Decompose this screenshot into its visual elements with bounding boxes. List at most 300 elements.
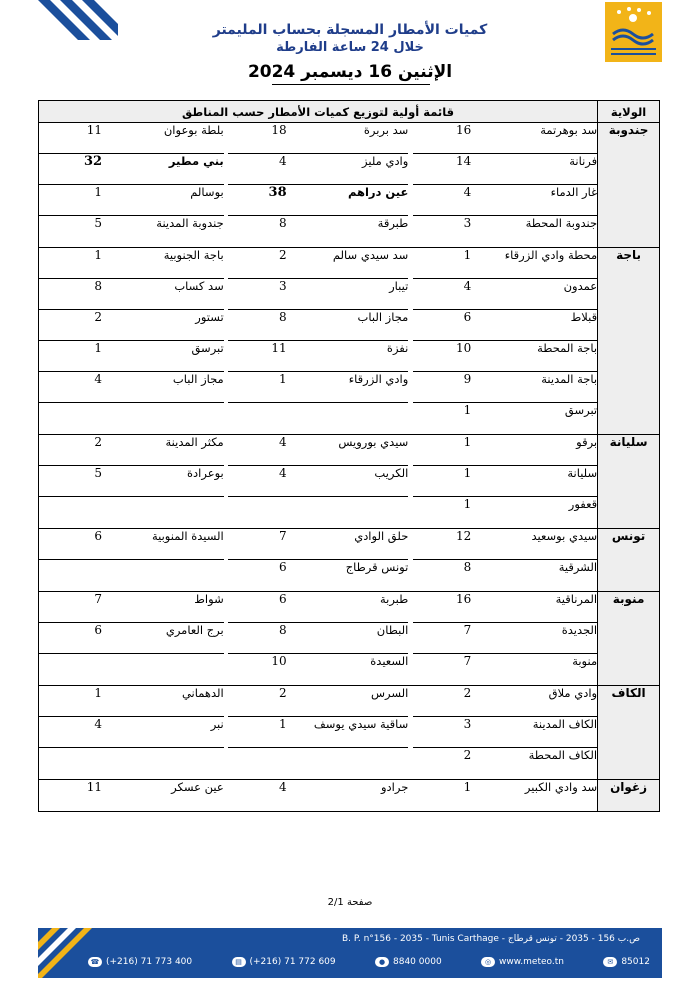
sms-icon: ✉ [603,957,617,967]
rainfall-value [39,123,103,155]
rainfall-value [228,686,287,718]
rainfall-value [413,435,472,467]
station-name [471,717,597,748]
rainfall-value [413,154,472,185]
rainfall-value [228,592,287,624]
rainfall-value [228,435,287,467]
rainfall-value [228,623,287,654]
date-underline [272,84,430,85]
footer-address: B. P. n°156 - 2035 - Tunis Carthage - ص.ب 156 - 2035 - تونس قرطاج [341,934,640,944]
rainfall-value [39,592,103,624]
rainfall-value [39,780,103,812]
rainfall-value [228,717,287,748]
station-name-text: جندوبة المدينة [156,216,224,230]
globe-icon: ◎ [481,957,495,967]
station-name [287,654,409,686]
governorate-cell: تونس [598,529,660,592]
rainfall-value-text: 10 [455,341,472,355]
station-name-text: سد كساب [174,279,224,293]
station-name-text: تبرسق [191,341,224,355]
footer-phone1-text: (+216) 71 773 400 [106,957,193,967]
rainfall-value [39,748,103,780]
station-name [287,248,409,280]
station-name-text: وادي ملاق [548,686,598,700]
rainfall-value-text: 6 [463,310,472,324]
rainfall-value-text: 4 [279,466,287,480]
station-name [102,623,224,654]
rainfall-value [39,686,103,718]
rainfall-value-text: 3 [463,216,472,230]
rainfall-value-text: 2 [279,248,287,262]
footer-website[interactable] [481,957,564,967]
station-name-text: غار الدماء [550,185,598,199]
station-name [471,748,597,780]
station-name-text: السرس [370,686,409,700]
station-name-text: منوبة [572,654,598,668]
table-row [39,497,660,529]
station-name [287,435,409,467]
rainfall-value-text: 16 [455,592,472,606]
table-row [39,248,660,280]
station-name-text: سليانة [567,466,598,480]
station-name [471,497,597,529]
governorate-cell: سليانة [598,435,660,529]
station-name-text: نفزة [386,341,409,355]
fax-icon: ▤ [232,957,246,967]
rainfall-value [39,560,103,592]
rainfall-value [39,341,103,372]
rainfall-value [413,216,472,248]
station-name [102,592,224,624]
table-row [39,717,660,748]
rainfall-value-text: 1 [463,780,472,794]
rainfall-value-text: 1 [279,372,287,386]
rainfall-value-text: 2 [463,686,472,700]
rainfall-value [413,529,472,561]
station-name-text: سيدي بوسعيد [531,529,598,543]
station-name [102,403,224,435]
rainfall-value [39,310,103,341]
station-name [287,686,409,718]
station-name-text: عين دراهم [347,185,409,199]
rainfall-value [413,592,472,624]
rainfall-value-text: 4 [279,780,287,794]
station-name-text: وادي مليز [362,154,409,168]
rainfall-value [39,529,103,561]
rainfall-value [39,623,103,654]
rainfall-value [39,279,103,310]
station-name-text: قبلاط [570,310,598,324]
table-row [39,654,660,686]
station-name [102,310,224,341]
station-name [102,686,224,718]
station-name-text: البطان [376,623,409,637]
rainfall-value [228,654,287,686]
rainfall-value-text: 10 [271,654,287,668]
rainfall-value-text: 2 [94,310,103,324]
table-body [39,123,660,812]
station-name [471,154,597,185]
station-name-text: جندوبة المحطة [525,216,598,230]
station-name [102,748,224,780]
station-name [287,372,409,403]
rainfall-value-text: 5 [94,216,103,230]
station-name-text: مكثر المدينة [165,435,224,449]
rainfall-value [228,216,287,248]
station-name [102,780,224,812]
rainfall-value [413,560,472,592]
footer-phone1 [88,957,192,967]
station-name [102,216,224,248]
footer-bar [38,928,662,978]
footer-website-text[interactable]: www.meteo.tn [499,957,564,967]
station-name-text: بوعرادة [187,466,224,480]
station-name-text: ساقية سيدي يوسف [313,717,409,731]
governorate-cell: جندوبة [598,123,660,248]
station-name [471,529,597,561]
phone-icon: ☎ [88,957,102,967]
rainfall-value-text: 18 [271,123,287,137]
station-name-text: سد وادي الكبير [524,780,598,794]
station-name-text: نبر [210,717,224,731]
rainfall-value-text: 7 [463,623,472,637]
rainfall-value [39,717,103,748]
station-name [471,123,597,155]
decorative-stripes [38,0,118,60]
rainfall-value [413,341,472,372]
station-name-text: مجاز الباب [172,372,224,386]
rainfall-value [39,435,103,467]
footer-sms [603,957,650,967]
rainfall-value [39,466,103,497]
rainfall-value [228,154,287,185]
station-name [471,466,597,497]
station-name [287,466,409,497]
rainfall-value-text: 6 [94,623,103,637]
rainfall-value-text: 14 [455,154,472,168]
station-name [287,341,409,372]
station-name-text: باجة الجنوبية [163,248,224,262]
rainfall-value-text: 5 [94,466,103,480]
station-name-text: الكاف المحطة [528,748,598,762]
table-row [39,435,660,467]
table-row [39,529,660,561]
rainfall-value [39,154,103,185]
rainfall-value [228,279,287,310]
station-name [471,403,597,435]
rainfall-value [228,372,287,403]
rainfall-value [413,279,472,310]
rainfall-value [413,654,472,686]
station-name [471,372,597,403]
table-row [39,466,660,497]
rainfall-value [228,497,287,529]
station-name [287,560,409,592]
table-row [39,403,660,435]
rainfall-value-text: 4 [94,717,103,731]
station-name [471,216,597,248]
table-row [39,279,660,310]
rainfall-value-text: 8 [279,216,287,230]
rainfall-value [39,654,103,686]
rainfall-value-text: 7 [94,592,103,606]
rainfall-value [39,185,103,216]
station-name-text: محطة وادي الزرقاء [504,248,598,262]
station-name [287,123,409,155]
rainfall-value [228,403,287,435]
station-name-text: السعيدة [370,654,409,668]
rainfall-value [39,248,103,280]
rainfall-value [228,560,287,592]
station-name [471,248,597,280]
station-name [471,780,597,812]
station-name-text: المرناقية [555,592,598,606]
station-name [287,154,409,185]
station-name-text: بوسالم [190,185,224,199]
station-name-text: طبربة [379,592,409,606]
rainfall-value-text: 8 [279,623,287,637]
station-name-text: سد بوهرتمة [540,123,598,137]
rainfall-value-text: 8 [463,560,472,574]
rainfall-table [38,100,660,812]
rainfall-value-text: 38 [268,185,287,200]
green-number-icon: ● [375,957,389,967]
station-name [287,216,409,248]
station-name [287,403,409,435]
station-name [471,560,597,592]
station-name-text: الجديدة [561,623,598,637]
station-name-text: طبرقة [377,216,409,230]
rainfall-value-text: 1 [463,497,472,511]
rainfall-value [39,403,103,435]
footer-green [375,957,442,967]
station-name-text: فرنانة [569,154,598,168]
station-name [102,560,224,592]
station-name [102,497,224,529]
station-name [102,654,224,686]
rainfall-value [228,529,287,561]
station-name-text: مجاز الباب [357,310,409,324]
station-name-text: برقو [576,435,598,449]
rainfall-value-text: 2 [279,686,287,700]
station-name [471,654,597,686]
footer-sms-text: 85012 [621,957,650,967]
station-name-text: عين عسكر [171,780,224,794]
report-subtitle: خلال 24 ساعة الفارطة [276,40,424,55]
rainfall-value [413,748,472,780]
rainfall-value-text: 1 [279,717,287,731]
station-name [287,279,409,310]
governorate-cell: زغوان [598,780,660,812]
table-row [39,123,660,155]
rainfall-value-text: 11 [86,780,103,794]
station-name [102,154,224,185]
rainfall-value-text: 1 [94,686,103,700]
table-row [39,623,660,654]
header-list: قائمة أولية لتوزيع كميات الأمطار حسب المناطق [39,101,598,123]
station-name [471,592,597,624]
station-name [287,780,409,812]
footer-contacts [88,954,650,970]
table-row [39,154,660,185]
footer-green-text: 8840 0000 [393,957,442,967]
rainfall-value [413,123,472,155]
report-title: كميات الأمطار المسجلة بحساب المليمتر [212,22,488,38]
station-name [287,310,409,341]
rainfall-value [413,686,472,718]
table-row [39,216,660,248]
rainfall-value-text: 8 [279,310,287,324]
station-name [102,717,224,748]
rainfall-value-text: 7 [279,529,287,543]
rainfall-value-text: 1 [463,403,472,417]
table-row [39,592,660,624]
rainfall-value [413,466,472,497]
station-name [471,623,597,654]
rainfall-value [39,372,103,403]
rainfall-value-text: 6 [279,592,287,606]
table-row [39,686,660,718]
station-name-text: وادي الزرقاء [348,372,409,386]
rainfall-value [39,216,103,248]
station-name-text: باجة المحطة [537,341,598,355]
station-name [102,185,224,216]
station-name-text: تونس قرطاج [345,560,409,574]
station-name [471,435,597,467]
station-name-text: بني مطير [168,154,224,168]
table-row [39,780,660,812]
rainfall-value-text: 3 [279,279,287,293]
station-name-text: بلطة بوعوان [163,123,224,137]
rainfall-value [413,310,472,341]
rainfall-value-text: 11 [86,123,103,137]
footer-phone2 [232,957,336,967]
station-name-text: باجة المدينة [541,372,598,386]
rainfall-value-text: 7 [463,654,472,668]
rainfall-value-text: 4 [94,372,103,386]
table-header-row [39,101,660,123]
rainfall-value-text: 1 [463,466,472,480]
rainfall-value [413,623,472,654]
rainfall-value-text: 9 [463,372,472,386]
station-name-text: السيدة المنوبية [151,529,224,543]
station-name [102,466,224,497]
rainfall-value-text: 4 [463,279,472,293]
station-name [287,623,409,654]
station-name-text: تبرسق [564,403,598,417]
rainfall-value-text: 4 [279,435,287,449]
station-name [287,748,409,780]
rainfall-value [413,403,472,435]
station-name [287,529,409,561]
rainfall-value [228,248,287,280]
header-governorate: الولاية [598,101,660,123]
table-row [39,748,660,780]
station-name [102,248,224,280]
rainfall-value [228,310,287,341]
rainfall-value [413,185,472,216]
table-row [39,560,660,592]
rainfall-value-text: 6 [279,560,287,574]
station-name [102,529,224,561]
station-name [471,310,597,341]
station-name-text: الكريب [374,466,409,480]
station-name-text: برج العامري [165,623,224,637]
footer-phone2-text: (+216) 71 772 609 [249,957,336,967]
station-name [102,372,224,403]
rainfall-value-text: 1 [94,248,103,262]
rainfall-value-text: 1 [463,435,472,449]
rainfall-value [413,780,472,812]
rainfall-value [228,748,287,780]
rainfall-value-text: 1 [463,248,472,262]
table-row [39,341,660,372]
station-name-text: حلق الوادي [354,529,409,543]
rainfall-value [413,717,472,748]
rainfall-value-text: 4 [279,154,287,168]
station-name [471,341,597,372]
report-date: الإثنين 16 ديسمبر 2024 [247,62,453,82]
station-name-text: الشرقية [558,560,598,574]
station-name [102,279,224,310]
station-name [287,497,409,529]
table-row [39,185,660,216]
station-name [471,279,597,310]
table-row [39,372,660,403]
governorate-cell: الكاف [598,686,660,780]
station-name-text: الدهماني [181,686,224,700]
rainfall-value-text: 1 [94,185,103,199]
footer-stripes [38,928,98,978]
station-name-text: سد بربرة [363,123,409,137]
station-name [287,717,409,748]
station-name [471,185,597,216]
station-name [287,185,409,216]
rainfall-value [228,123,287,155]
station-name [471,686,597,718]
station-name-text: سيدي بورويس [338,435,409,449]
rainfall-value [228,341,287,372]
rainfall-value [228,185,287,216]
rainfall-value [228,466,287,497]
rainfall-value-text: 32 [83,154,103,169]
station-name [287,592,409,624]
station-name [102,435,224,467]
station-name-text: الكاف المدينة [532,717,598,731]
rainfall-value-text: 8 [94,279,103,293]
rainfall-value [413,372,472,403]
rainfall-value-text: 6 [94,529,103,543]
station-name-text: تيبار [389,279,409,293]
rainfall-value [228,780,287,812]
table-row [39,310,660,341]
rainfall-value-text: 2 [463,748,472,762]
rainfall-value-text: 2 [94,435,103,449]
station-name-text: عمدون [563,279,598,293]
station-name-text: شواط [194,592,224,606]
station-name [102,123,224,155]
station-name-text: تستور [195,310,224,324]
rainfall-value [39,497,103,529]
governorate-cell: منوبة [598,592,660,686]
station-name-text: سد سيدي سالم [332,248,409,262]
rainfall-value-text: 16 [455,123,472,137]
rainfall-value-text: 11 [271,341,287,355]
page-number: صفحة 2/1 [327,897,373,908]
rainfall-value-text: 3 [463,717,472,731]
governorate-cell: باجة [598,248,660,435]
rainfall-value [413,497,472,529]
